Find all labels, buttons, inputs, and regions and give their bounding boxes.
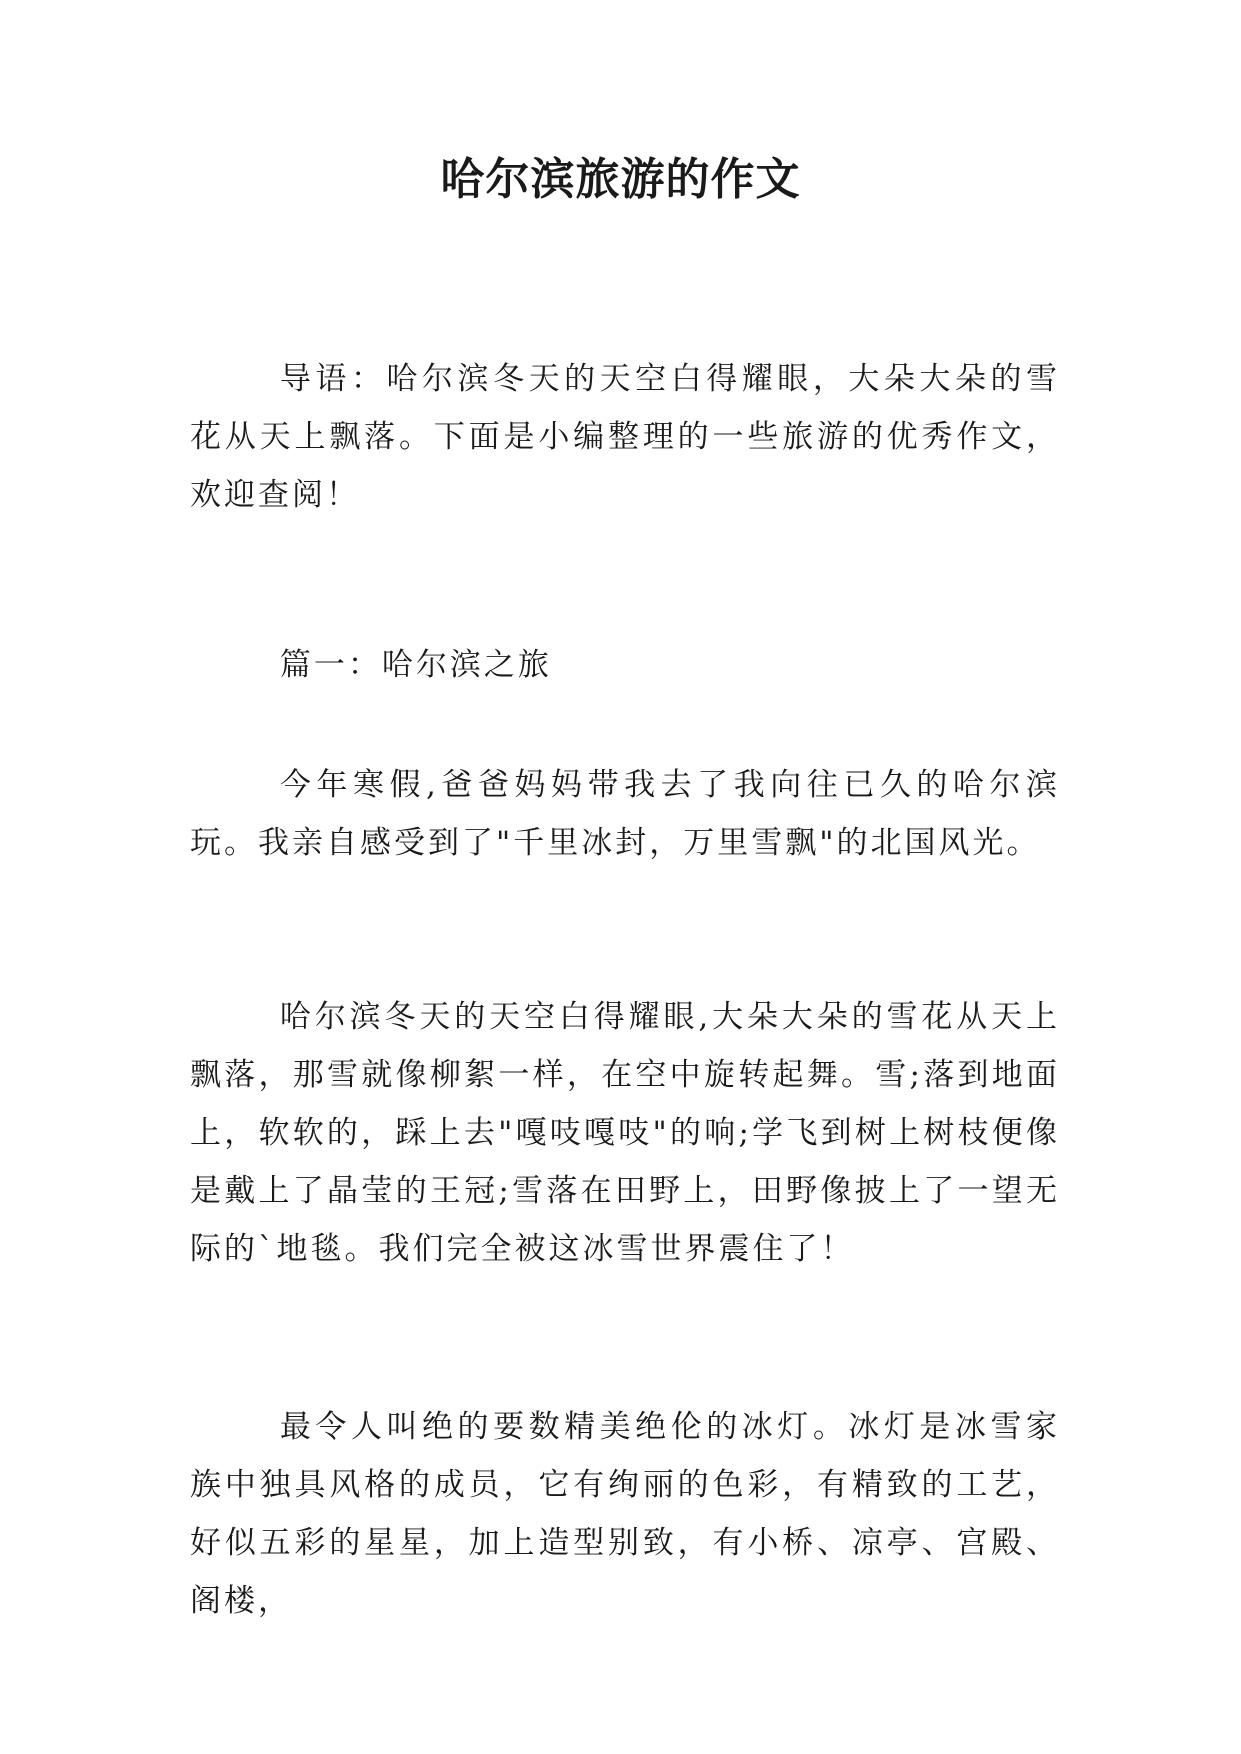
intro-paragraph: 导语：哈尔滨冬天的天空白得耀眼，大朵大朵的雪花从天上飘落。下面是小编整理的一些旅游的优秀作文，欢迎查阅！ [190, 361, 1060, 513]
body-paragraph-2: 哈尔滨冬天的天空白得耀眼,大朵大朵的雪花从天上飘落，那雪就像柳絮一样，在空中旋转起舞。雪;落到地面上，软软的，踩上去"嘎吱嘎吱"的响;学飞到树上树枝便像是戴上了晶莹的王冠;雪落在田野上，田野像披上了一望无际的`地毯。我们完全被这冰雪世界震住了！ [190, 999, 1060, 1267]
document-title: 哈尔滨旅游的作文 [440, 154, 801, 205]
body-paragraph-1: 今年寒假,爸爸妈妈带我去了我向往已久的哈尔滨玩。我亲自感受到了"千里冰封，万里雪飘"的北国风光。 [190, 767, 1060, 861]
section-heading: 篇一：哈尔滨之旅 [279, 647, 552, 683]
body-paragraph-3: 最令人叫绝的要数精美绝伦的冰灯。冰灯是冰雪家族中独具风格的成员，它有绚丽的色彩，有精致的工艺，好似五彩的星星，加上造型别致，有小桥、凉亭、宫殿、阁楼， [190, 1409, 1060, 1619]
